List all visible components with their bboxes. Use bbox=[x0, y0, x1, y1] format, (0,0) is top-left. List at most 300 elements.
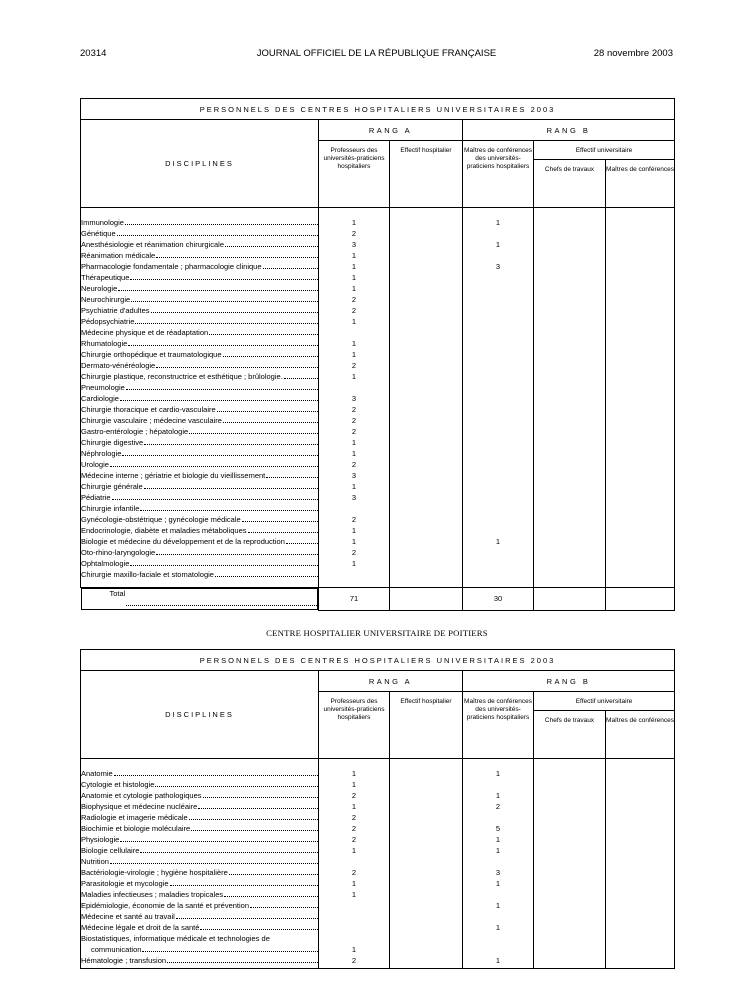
leader-dots bbox=[209, 327, 318, 335]
leader-dots bbox=[156, 360, 318, 368]
effectif-universitaire-header: Effectif universitaire bbox=[534, 692, 675, 711]
total-chefs-travaux bbox=[534, 588, 606, 611]
discipline-name: Chirurgie infantile bbox=[81, 504, 140, 513]
discipline-row bbox=[81, 217, 318, 228]
maitres-conferences-value: 5 bbox=[495, 824, 501, 833]
maitres-conferences-value bbox=[463, 889, 533, 900]
disciplines-column bbox=[81, 208, 319, 588]
maitres-conferences-value bbox=[463, 349, 533, 360]
maitres-conferences-value bbox=[463, 911, 533, 922]
professeurs-value: 2 bbox=[351, 548, 357, 557]
leader-dots bbox=[248, 525, 318, 533]
professeurs-value: 3 bbox=[351, 471, 357, 480]
discipline-row bbox=[81, 261, 318, 272]
maitres-conferences-value bbox=[463, 459, 533, 470]
leader-dots bbox=[120, 393, 318, 401]
discipline-name: Maladies infectieuses ; maladies tropicales bbox=[81, 890, 224, 899]
professeurs-column bbox=[319, 759, 390, 969]
leader-dots bbox=[229, 867, 318, 875]
maitres-conferences-value bbox=[463, 448, 533, 459]
discipline-name: Chirurgie digestive bbox=[81, 438, 144, 447]
leader-dots bbox=[144, 481, 318, 489]
discipline-row bbox=[81, 845, 318, 856]
discipline-row bbox=[81, 393, 318, 404]
discipline-row bbox=[81, 944, 318, 955]
leader-dots bbox=[125, 217, 318, 225]
maitres-conferences-value bbox=[463, 558, 533, 569]
discipline-row bbox=[81, 239, 318, 250]
maitres-conferences-value: 2 bbox=[495, 802, 501, 811]
professeurs-value: 1 bbox=[351, 218, 357, 227]
discipline-row bbox=[81, 371, 318, 382]
effectif-hospitalier-header: Effectif hospitalier bbox=[390, 141, 463, 208]
maitres-conferences-value: 1 bbox=[495, 769, 501, 778]
discipline-row bbox=[81, 503, 318, 514]
leader-dots bbox=[155, 779, 318, 787]
leader-dots bbox=[117, 228, 318, 236]
staff-table-1 bbox=[80, 98, 675, 611]
maitres-conferences-value bbox=[463, 503, 533, 514]
professeurs-value: 2 bbox=[351, 427, 357, 436]
professeurs-value: 1 bbox=[351, 945, 357, 954]
professeurs-header: Professeurs des universités-praticiens hospitaliers bbox=[319, 692, 390, 759]
leader-dots bbox=[284, 371, 318, 379]
maitres-conferences-value bbox=[463, 327, 533, 338]
maitres-conferences-value bbox=[463, 371, 533, 382]
professeurs-value: 2 bbox=[351, 515, 357, 524]
professeurs-value: 1 bbox=[351, 273, 357, 282]
effectif-hospitalier-column bbox=[390, 208, 463, 588]
discipline-row bbox=[81, 437, 318, 448]
discipline-name: Epidémiologie, économie de la santé et prévention bbox=[81, 901, 250, 910]
discipline-name: Bactériologie-virologie ; hygiène hospitalière bbox=[81, 868, 228, 877]
maitres-column bbox=[606, 759, 675, 969]
maitres-conferences-value bbox=[463, 779, 533, 790]
professeurs-value bbox=[319, 911, 389, 922]
leader-dots bbox=[156, 250, 318, 258]
discipline-row bbox=[81, 426, 318, 437]
discipline-row bbox=[81, 283, 318, 294]
discipline-name: Chirurgie plastique, reconstructrice et esthétique ; brûlologie. bbox=[81, 372, 283, 381]
leader-dots bbox=[142, 944, 318, 952]
professeurs-value: 3 bbox=[351, 240, 357, 249]
discipline-name: Chirurgie vasculaire ; médecine vasculaire bbox=[81, 416, 222, 425]
disciplines-header: DISCIPLINES bbox=[81, 671, 319, 759]
professeurs-value: 1 bbox=[351, 559, 357, 568]
discipline-row bbox=[81, 349, 318, 360]
leader-dots bbox=[266, 470, 318, 478]
discipline-name: Pneumologie bbox=[81, 383, 125, 392]
leader-dots bbox=[225, 239, 318, 247]
maitres-conferences-value bbox=[463, 404, 533, 415]
maitres-column bbox=[606, 208, 675, 588]
leader-dots bbox=[131, 294, 318, 302]
professeurs-value: 1 bbox=[351, 372, 357, 381]
professeurs-value: 2 bbox=[351, 416, 357, 425]
maitres-conferences-value: 1 bbox=[495, 846, 501, 855]
maitres-conferences-column bbox=[463, 208, 534, 588]
discipline-row bbox=[81, 360, 318, 371]
discipline-row bbox=[81, 867, 318, 878]
maitres-conferences-value: 1 bbox=[495, 218, 501, 227]
professeurs-value: 1 bbox=[351, 317, 357, 326]
discipline-name: Biostatistiques, informatique médicale et technologies de bbox=[81, 934, 270, 943]
professeurs-value: 2 bbox=[351, 460, 357, 469]
leader-dots bbox=[114, 768, 318, 776]
rang-a-header: RANG A bbox=[319, 671, 463, 692]
discipline-row bbox=[81, 492, 318, 503]
discipline-name: Radiologie et imagerie médicale bbox=[81, 813, 188, 822]
discipline-row bbox=[81, 294, 318, 305]
discipline-row bbox=[81, 305, 318, 316]
discipline-row bbox=[81, 955, 318, 966]
maitres-conferences-value bbox=[463, 250, 533, 261]
table-title: PERSONNELS DES CENTRES HOSPITALIERS UNIVERSITAIRES 2003 bbox=[81, 99, 675, 120]
discipline-row bbox=[81, 922, 318, 933]
discipline-row bbox=[81, 415, 318, 426]
professeurs-value: 1 bbox=[351, 890, 357, 899]
maitres-conferences-value bbox=[463, 228, 533, 239]
leader-dots bbox=[217, 404, 318, 412]
discipline-row bbox=[81, 481, 318, 492]
leader-dots bbox=[167, 955, 318, 963]
leader-dots bbox=[110, 459, 318, 467]
discipline-name: Physiologie bbox=[81, 835, 120, 844]
leader-dots bbox=[140, 845, 318, 853]
discipline-row bbox=[81, 448, 318, 459]
maitres-conferences-value bbox=[463, 338, 533, 349]
maitres-conferences-header: Maîtres de conférences des universités-praticiens hospitaliers bbox=[463, 141, 534, 208]
discipline-name: Rhumatologie bbox=[81, 339, 128, 348]
professeurs-value: 2 bbox=[351, 791, 357, 800]
discipline-name: Oto-rhino-laryngologie bbox=[81, 548, 156, 557]
professeurs-value: 2 bbox=[351, 824, 357, 833]
page-number: 20314 bbox=[80, 48, 107, 59]
leader-dots bbox=[130, 272, 318, 280]
discipline-row bbox=[81, 779, 318, 790]
maitres-conferences-value bbox=[463, 437, 533, 448]
discipline-row bbox=[81, 514, 318, 525]
publication-date: 28 novembre 2003 bbox=[593, 48, 673, 59]
discipline-name: Génétique bbox=[81, 229, 116, 238]
discipline-row bbox=[81, 316, 318, 327]
journal-title: JOURNAL OFFICIEL DE LA RÉPUBLIQUE FRANÇAISE bbox=[256, 48, 497, 59]
discipline-name: Dermato-vénéréologie bbox=[81, 361, 156, 370]
effectif-hospitalier-column bbox=[390, 759, 463, 969]
professeurs-value: 3 bbox=[351, 493, 357, 502]
leader-dots bbox=[156, 547, 318, 555]
total-professeurs: 71 bbox=[319, 588, 390, 611]
rang-b-header: RANG B bbox=[463, 120, 675, 141]
maitres-conferences-value bbox=[463, 492, 533, 503]
discipline-row bbox=[81, 338, 318, 349]
leader-dots bbox=[110, 856, 318, 864]
chefs-travaux-column bbox=[534, 759, 606, 969]
leader-dots bbox=[223, 349, 318, 357]
maitres-header: Maîtres de conférences bbox=[606, 160, 675, 208]
maitres-conferences-value bbox=[463, 305, 533, 316]
leader-dots bbox=[112, 492, 318, 500]
discipline-name: Psychiatrie d'adultes bbox=[81, 306, 150, 315]
discipline-row bbox=[81, 823, 318, 834]
professeurs-value: 2 bbox=[351, 361, 357, 370]
discipline-name: Néphrologie bbox=[81, 449, 122, 458]
leader-dots bbox=[176, 911, 318, 919]
discipline-row bbox=[81, 768, 318, 779]
maitres-conferences-value bbox=[463, 481, 533, 492]
maitres-conferences-value bbox=[463, 382, 533, 393]
discipline-name: Urologie bbox=[81, 460, 109, 469]
total-maitres-conferences: 30 bbox=[463, 588, 534, 611]
maitres-conferences-value bbox=[463, 415, 533, 426]
professeurs-value: 1 bbox=[351, 879, 357, 888]
leader-dots bbox=[215, 569, 318, 577]
leader-dots bbox=[120, 834, 318, 842]
professeurs-value: 1 bbox=[351, 339, 357, 348]
discipline-name: Pharmacologie fondamentale ; pharmacologie clinique bbox=[81, 262, 262, 271]
maitres-conferences-value bbox=[463, 294, 533, 305]
discipline-row bbox=[81, 812, 318, 823]
discipline-row bbox=[81, 470, 318, 481]
professeurs-value: 1 bbox=[351, 262, 357, 271]
professeurs-value bbox=[319, 900, 389, 911]
discipline-name: Pédiatrie bbox=[81, 493, 111, 502]
professeurs-value bbox=[319, 382, 389, 393]
discipline-row bbox=[81, 790, 318, 801]
total-label: Total bbox=[109, 589, 126, 598]
professeurs-value: 1 bbox=[351, 537, 357, 546]
discipline-row bbox=[81, 911, 318, 922]
discipline-row bbox=[81, 272, 318, 283]
discipline-name: Médecine interne ; gériatrie et biologie du vieillissement bbox=[81, 471, 266, 480]
discipline-name: Endocrinologie, diabète et maladies métaboliques bbox=[81, 526, 247, 535]
discipline-row bbox=[81, 569, 318, 580]
discipline-name: Nutrition bbox=[81, 857, 109, 866]
professeurs-header: Professeurs des universités-praticiens hospitaliers bbox=[319, 141, 390, 208]
discipline-name: Gastro-entérologie ; hépatologie bbox=[81, 427, 189, 436]
leader-dots bbox=[151, 305, 318, 313]
discipline-row bbox=[81, 558, 318, 569]
professeurs-value: 1 bbox=[351, 449, 357, 458]
maitres-conferences-value bbox=[463, 470, 533, 481]
discipline-name: Chirurgie thoracique et cardio-vasculaire bbox=[81, 405, 216, 414]
maitres-conferences-value: 1 bbox=[495, 240, 501, 249]
discipline-name: Anatomie et cytologie pathologiques bbox=[81, 791, 202, 800]
maitres-conferences-value: 1 bbox=[495, 879, 501, 888]
maitres-conferences-value: 1 bbox=[495, 901, 501, 910]
professeurs-value: 2 bbox=[351, 868, 357, 877]
leader-dots bbox=[223, 415, 318, 423]
disciplines-header: DISCIPLINES bbox=[81, 120, 319, 208]
maitres-conferences-value: 3 bbox=[495, 262, 501, 271]
leader-dots bbox=[250, 900, 318, 908]
discipline-row bbox=[81, 900, 318, 911]
maitres-conferences-value bbox=[463, 856, 533, 867]
discipline-name: Parasitologie et mycologie bbox=[81, 879, 169, 888]
leader-dots bbox=[170, 878, 318, 886]
discipline-name: Chirurgie maxillo-faciale et stomatologie bbox=[81, 570, 214, 579]
discipline-row bbox=[81, 536, 318, 547]
maitres-conferences-value: 3 bbox=[495, 868, 501, 877]
professeurs-value: 2 bbox=[351, 306, 357, 315]
leader-dots bbox=[189, 812, 318, 820]
table-title: PERSONNELS DES CENTRES HOSPITALIERS UNIVERSITAIRES 2003 bbox=[81, 650, 675, 671]
staff-table-2 bbox=[80, 649, 675, 969]
total-maitres bbox=[606, 588, 675, 611]
discipline-name: Hématologie ; transfusion bbox=[81, 956, 167, 965]
professeurs-value bbox=[319, 569, 389, 580]
professeurs-value: 1 bbox=[351, 526, 357, 535]
maitres-conferences-value bbox=[463, 360, 533, 371]
leader-dots bbox=[122, 448, 318, 456]
rang-a-header: RANG A bbox=[319, 120, 463, 141]
discipline-name: Neurologie bbox=[81, 284, 118, 293]
professeurs-value: 1 bbox=[351, 802, 357, 811]
maitres-conferences-value bbox=[463, 525, 533, 536]
discipline-name: Thérapeutique bbox=[81, 273, 130, 282]
discipline-name: Médecine et santé au travail bbox=[81, 912, 175, 921]
total-row bbox=[81, 588, 675, 611]
maitres-conferences-value bbox=[463, 272, 533, 283]
professeurs-value bbox=[319, 922, 389, 933]
spacer bbox=[319, 933, 389, 944]
page-header bbox=[80, 48, 673, 64]
discipline-name-cont: communication bbox=[91, 945, 142, 954]
discipline-name: Médecine physique et de réadaptation bbox=[81, 328, 209, 337]
professeurs-value: 1 bbox=[351, 284, 357, 293]
leader-dots bbox=[200, 922, 318, 930]
maitres-conferences-value: 1 bbox=[495, 791, 501, 800]
discipline-name: Chirurgie orthopédique et traumatologique bbox=[81, 350, 222, 359]
discipline-row bbox=[81, 404, 318, 415]
maitres-header: Maîtres de conférences bbox=[606, 711, 675, 759]
professeurs-value: 2 bbox=[351, 295, 357, 304]
maitres-conferences-value bbox=[463, 514, 533, 525]
professeurs-value: 2 bbox=[351, 813, 357, 822]
professeurs-value: 3 bbox=[351, 394, 357, 403]
professeurs-value: 1 bbox=[351, 482, 357, 491]
discipline-row bbox=[81, 250, 318, 261]
discipline-name: Immunologie bbox=[81, 218, 124, 227]
chefs-travaux-column bbox=[534, 208, 606, 588]
maitres-conferences-value: 1 bbox=[495, 835, 501, 844]
maitres-conferences-value bbox=[463, 426, 533, 437]
leader-dots bbox=[224, 889, 318, 897]
discipline-name: Gynécologie-obstétrique ; gynécologie médicale bbox=[81, 515, 241, 524]
chefs-travaux-header: Chefs de travaux bbox=[534, 160, 606, 208]
professeurs-value: 1 bbox=[351, 438, 357, 447]
discipline-name: Chirurgie générale bbox=[81, 482, 143, 491]
discipline-row bbox=[81, 228, 318, 239]
leader-dots bbox=[263, 261, 318, 269]
maitres-conferences-value: 1 bbox=[495, 923, 501, 932]
discipline-row bbox=[81, 459, 318, 470]
maitres-conferences-value: 1 bbox=[495, 956, 501, 965]
professeurs-value bbox=[319, 503, 389, 514]
discipline-row bbox=[81, 382, 318, 393]
professeurs-value: 1 bbox=[351, 846, 357, 855]
leader-dots bbox=[198, 801, 318, 809]
section-title: CENTRE HOSPITALIER UNIVERSITAIRE DE POITIERS bbox=[266, 628, 488, 638]
leader-dots bbox=[135, 316, 318, 324]
leader-dots bbox=[242, 514, 318, 522]
maitres-conferences-value bbox=[463, 569, 533, 580]
maitres-conferences-header: Maîtres de conférences des universités-praticiens hospitaliers bbox=[463, 692, 534, 759]
discipline-row bbox=[81, 889, 318, 900]
maitres-conferences-value bbox=[463, 944, 533, 955]
spacer bbox=[463, 933, 533, 944]
leader-dots bbox=[140, 503, 318, 511]
leader-dots bbox=[128, 338, 318, 346]
professeurs-value: 2 bbox=[351, 835, 357, 844]
maitres-conferences-column bbox=[463, 759, 534, 969]
leader-dots bbox=[130, 558, 318, 566]
discipline-name: Réanimation médicale bbox=[81, 251, 156, 260]
professeurs-value bbox=[319, 327, 389, 338]
discipline-row bbox=[81, 327, 318, 338]
total-effectif-hospitalier bbox=[390, 588, 463, 611]
professeurs-column bbox=[319, 208, 390, 588]
professeurs-value: 2 bbox=[351, 405, 357, 414]
discipline-name: Cardiologie bbox=[81, 394, 119, 403]
discipline-name: Médecine légale et droit de la santé bbox=[81, 923, 200, 932]
professeurs-value: 2 bbox=[351, 956, 357, 965]
professeurs-value: 1 bbox=[351, 251, 357, 260]
effectif-hospitalier-header: Effectif hospitalier bbox=[390, 692, 463, 759]
professeurs-value: 1 bbox=[351, 350, 357, 359]
leader-dots bbox=[191, 823, 318, 831]
maitres-conferences-value bbox=[463, 812, 533, 823]
discipline-name: Biologie cellulaire bbox=[81, 846, 140, 855]
discipline-row bbox=[81, 547, 318, 558]
maitres-conferences-value bbox=[463, 283, 533, 294]
discipline-name: Biochimie et biologie moléculaire bbox=[81, 824, 191, 833]
leader-dots bbox=[118, 283, 318, 291]
discipline-name: Anesthésiologie et réanimation chirurgicale bbox=[81, 240, 224, 249]
maitres-conferences-value bbox=[463, 316, 533, 327]
professeurs-value: 2 bbox=[351, 229, 357, 238]
discipline-name: Ophtalmologie bbox=[81, 559, 130, 568]
leader-dots bbox=[144, 437, 318, 445]
maitres-conferences-value: 1 bbox=[495, 537, 501, 546]
effectif-universitaire-header: Effectif universitaire bbox=[534, 141, 675, 160]
professeurs-value: 1 bbox=[351, 769, 357, 778]
discipline-name: Biologie et médecine du développement et de la reproduction bbox=[81, 537, 285, 546]
discipline-row bbox=[81, 525, 318, 536]
professeurs-value bbox=[319, 856, 389, 867]
rang-b-header: RANG B bbox=[463, 671, 675, 692]
discipline-name: Anatomie bbox=[81, 769, 113, 778]
disciplines-column bbox=[81, 759, 319, 969]
chefs-travaux-header: Chefs de travaux bbox=[534, 711, 606, 759]
total-label-cell bbox=[81, 588, 319, 610]
maitres-conferences-value bbox=[463, 393, 533, 404]
discipline-row bbox=[81, 878, 318, 889]
leader-dots bbox=[189, 426, 318, 434]
discipline-name: Pédopsychiatrie bbox=[81, 317, 135, 326]
discipline-row bbox=[81, 856, 318, 867]
discipline-name: Neurochirurgie bbox=[81, 295, 131, 304]
discipline-name: Cytologie et histologie bbox=[81, 780, 155, 789]
leader-dots bbox=[286, 536, 318, 544]
leader-dots bbox=[203, 790, 319, 798]
discipline-name: Biophysique et médecine nucléaire bbox=[81, 802, 198, 811]
professeurs-value: 1 bbox=[351, 780, 357, 789]
discipline-row bbox=[81, 801, 318, 812]
leader-dots bbox=[126, 382, 318, 390]
discipline-row bbox=[81, 834, 318, 845]
maitres-conferences-value bbox=[463, 547, 533, 558]
